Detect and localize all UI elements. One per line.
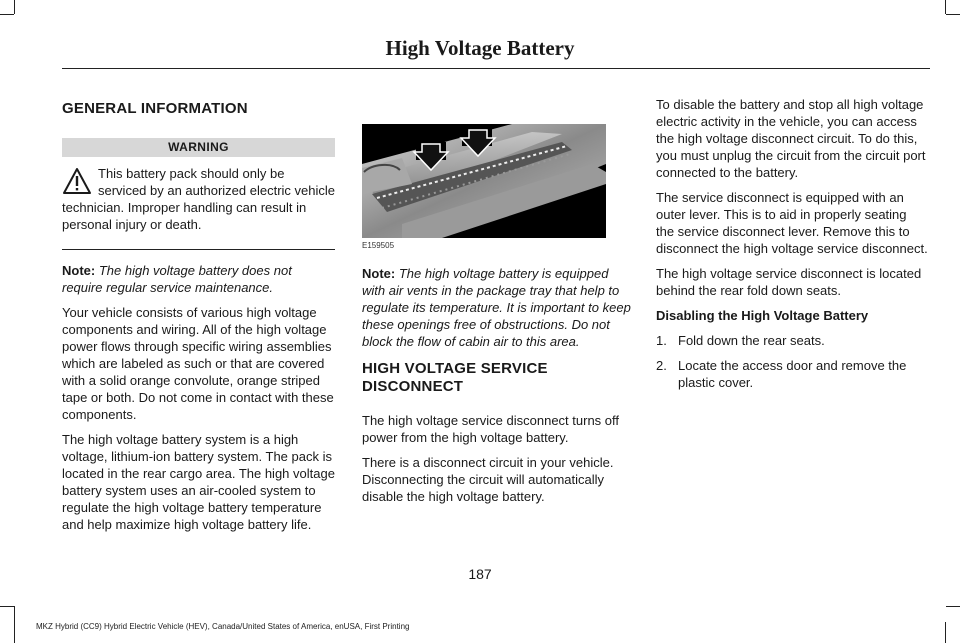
warning-label: WARNING (62, 138, 335, 157)
crop-mark (945, 622, 946, 643)
warning-triangle-icon (62, 167, 92, 195)
body-paragraph: There is a disconnect circuit in your vehicle. Disconnecting the circuit will automatically disable the high voltage battery. (362, 455, 614, 504)
warning-box (62, 165, 335, 250)
page-header-title: High Voltage Battery (385, 36, 575, 60)
warning-text: This battery pack should only be serviced by an authorized electric vehicle technician. Improper handling can result in personal injury or death. (62, 166, 336, 232)
note-paragraph (62, 262, 335, 296)
subheading-disabling-battery: Disabling the High Voltage Battery (656, 308, 869, 323)
note-label: Note: (62, 263, 96, 278)
body-paragraph: The high voltage battery system is a high voltage, lithium-ion battery system. The pack is located in the rear cargo area. The high voltage battery system uses an air-cooled system to regulate the high voltage battery temperature and help maximize high voltage battery life. (62, 432, 335, 532)
step-number: 2. (656, 358, 667, 373)
step-number: 1. (656, 333, 667, 348)
body-paragraph: Your vehicle consists of various high voltage components and wiring. All of the high voltage power flows through specific wiring assemblies which are labeled as such or that are covered with a solid orange convolute, orange striped tape or both. Do not come in contact with these components. (62, 305, 334, 422)
column-general-information (62, 96, 335, 541)
note-text: The high voltage battery does not require regular service maintenance. (62, 263, 292, 295)
body-paragraph: To disable the battery and stop all high voltage electric activity in the vehicle, you can access the high voltage disconnect circuit. To do this, you must unplug the circuit from the circuit port connected to the battery. (656, 97, 926, 180)
column-service-disconnect (362, 124, 632, 513)
column-disable-instructions (656, 96, 928, 399)
crop-mark (14, 0, 15, 14)
crop-mark (14, 606, 15, 643)
figure-code: E159505 (362, 241, 395, 250)
crop-mark (0, 14, 14, 15)
body-paragraph: The service disconnect is equipped with an outer lever. This is to aid in properly seating the service disconnect lever. Remove this to disconnect the high voltage service disconnect. (656, 190, 928, 256)
crop-mark (945, 0, 946, 14)
section-heading-service-disconnect: HIGH VOLTAGE SERVICE DISCONNECT (362, 360, 548, 395)
crop-mark (946, 14, 960, 15)
step-text: Fold down the rear seats. (678, 333, 825, 348)
list-item (656, 332, 928, 349)
header-rule (62, 68, 930, 69)
body-paragraph: The high voltage service disconnect turns off power from the high voltage battery. (362, 413, 620, 445)
list-item (656, 357, 928, 391)
note-text: The high voltage battery is equipped with air vents in the package tray that help to regulate its temperature. It is important to keep these openings free of obstructions. Do not block the flow of cabin air to this area. (362, 266, 631, 349)
body-paragraph: The high voltage service disconnect is located behind the rear fold down seats. (656, 266, 922, 298)
footer-text: MKZ Hybrid (CC9) Hybrid Electric Vehicle (HEV), Canada/United States of America, enUSA, First Printing (36, 622, 410, 631)
section-heading-general-information: GENERAL INFORMATION (62, 100, 248, 117)
crop-mark (946, 606, 960, 607)
crop-mark (0, 606, 14, 607)
steps-list (656, 332, 928, 391)
note-label: Note: (362, 266, 396, 281)
step-text: Locate the access door and remove the plastic cover. (678, 358, 907, 390)
note-paragraph (362, 265, 632, 350)
battery-vent-figure (362, 124, 606, 238)
page-number: 187 (468, 566, 492, 582)
